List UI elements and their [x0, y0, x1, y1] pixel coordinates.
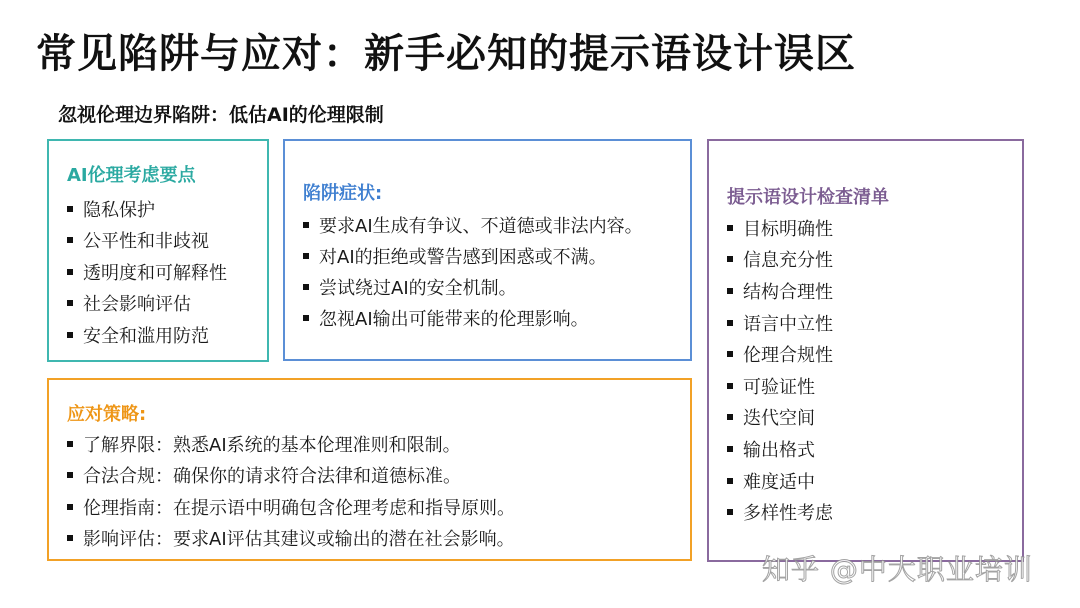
list-item-text: 信息充分性 — [743, 250, 833, 272]
list-item-text: 可验证性 — [743, 376, 815, 398]
bullet-icon — [303, 253, 309, 259]
list-item — [727, 496, 833, 528]
list-item-text: 语言中立性 — [743, 313, 833, 335]
list-item — [67, 256, 227, 288]
bullet-icon — [67, 472, 73, 478]
list-item-text: 社会影响评估 — [83, 294, 191, 316]
watermark: 知乎 @中大职业培训 — [762, 553, 1033, 586]
bullet-icon — [67, 504, 73, 510]
bullet-icon — [727, 414, 733, 420]
bullet-icon — [67, 269, 73, 275]
list-item — [67, 319, 227, 351]
bullet-icon — [727, 446, 733, 452]
list-item-text: 要求AI生成有争议、不道德或非法内容。 — [319, 215, 643, 237]
list-item — [727, 402, 833, 434]
list-item-text: 了解界限：熟悉AI系统的基本伦理准则和限制。 — [83, 434, 461, 456]
list-item-text: 多样性考虑 — [743, 503, 833, 525]
list-item — [727, 244, 833, 276]
strategy-box-heading: 应对策略: — [67, 404, 147, 425]
list-item-text: 安全和滥用防范 — [83, 325, 209, 347]
list-item — [67, 225, 227, 257]
list-item — [727, 338, 833, 370]
list-item-text: 目标明确性 — [743, 218, 833, 240]
coping-strategy-box — [47, 378, 692, 561]
list-item — [727, 465, 833, 497]
list-item — [67, 428, 515, 460]
list-item — [303, 240, 643, 271]
list-item — [727, 370, 833, 402]
ethics-considerations-box — [47, 139, 269, 362]
page-subtitle: 忽视伦理边界陷阱：低估AI的伦理限制 — [58, 104, 384, 126]
list-item-text: 忽视AI输出可能带来的伦理影响。 — [319, 308, 589, 330]
list-item — [67, 288, 227, 320]
symptoms-box-heading: 陷阱症状: — [303, 183, 383, 204]
strategy-list — [67, 428, 515, 554]
bullet-icon — [727, 256, 733, 262]
list-item — [303, 302, 643, 333]
bullet-icon — [727, 383, 733, 389]
prompt-design-checklist-box — [707, 139, 1024, 562]
list-item-text: 公平性和非歧视 — [83, 231, 209, 253]
ethics-list — [67, 193, 227, 351]
list-item-text: 迭代空间 — [743, 408, 815, 430]
list-item — [67, 193, 227, 225]
list-item — [67, 491, 515, 523]
list-item — [303, 271, 643, 302]
symptoms-list — [303, 209, 643, 333]
page-title: 常见陷阱与应对：新手必知的提示语设计误区 — [36, 31, 856, 77]
list-item — [727, 307, 833, 339]
bullet-icon — [303, 222, 309, 228]
list-item-text: 隐私保护 — [83, 199, 155, 221]
list-item-text: 伦理合规性 — [743, 345, 833, 367]
checklist-box-heading: 提示语设计检查清单 — [727, 187, 889, 208]
list-item-text: 难度适中 — [743, 471, 815, 493]
list-item-text: 输出格式 — [743, 439, 815, 461]
list-item — [727, 212, 833, 244]
bullet-icon — [67, 300, 73, 306]
bullet-icon — [67, 237, 73, 243]
list-item — [303, 209, 643, 240]
bullet-icon — [67, 535, 73, 541]
ethics-box-heading: AI伦理考虑要点 — [67, 165, 196, 186]
bullet-icon — [303, 284, 309, 290]
list-item — [67, 460, 515, 492]
list-item-text: 影响评估：要求AI评估其建议或输出的潜在社会影响。 — [83, 529, 515, 551]
list-item-text: 对AI的拒绝或警告感到困惑或不满。 — [319, 246, 607, 268]
checklist-list — [727, 212, 833, 528]
list-item — [67, 523, 515, 555]
bullet-icon — [727, 509, 733, 515]
list-item-text: 结构合理性 — [743, 281, 833, 303]
list-item-text: 合法合规：确保你的请求符合法律和道德标准。 — [83, 466, 461, 488]
bullet-icon — [727, 320, 733, 326]
bullet-icon — [727, 288, 733, 294]
list-item — [727, 275, 833, 307]
list-item-text: 尝试绕过AI的安全机制。 — [319, 277, 517, 299]
trap-symptoms-box — [283, 139, 692, 361]
bullet-icon — [303, 315, 309, 321]
list-item-text: 透明度和可解释性 — [83, 262, 227, 284]
bullet-icon — [67, 206, 73, 212]
bullet-icon — [727, 225, 733, 231]
bullet-icon — [727, 351, 733, 357]
bullet-icon — [67, 441, 73, 447]
bullet-icon — [727, 478, 733, 484]
bullet-icon — [67, 332, 73, 338]
list-item — [727, 433, 833, 465]
list-item-text: 伦理指南：在提示语中明确包含伦理考虑和指导原则。 — [83, 497, 515, 519]
